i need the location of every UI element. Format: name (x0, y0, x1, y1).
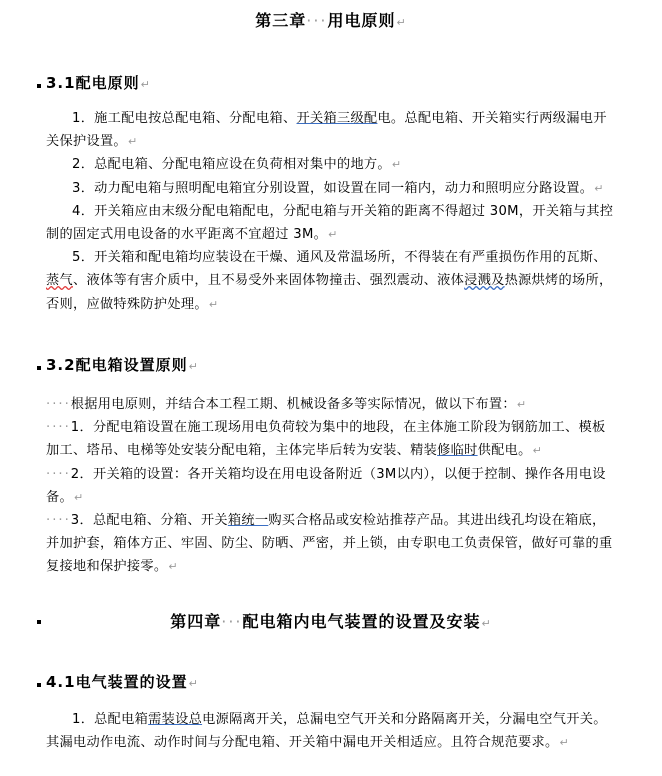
paragraph: 1．施工配电按总配电箱、分配电箱、开关箱三级配电。总配电箱、开关箱实行两级漏电开关保护设置。↵ (46, 111, 607, 150)
heading-bullet (37, 683, 41, 687)
section-3-2-heading: 3.2配电箱设置原则↵ (46, 356, 199, 374)
paragraph: ····3．总配电箱、分箱、开关箱统一购买合格品或安检站推荐产品。其进出线孔均设在箱底，并加护套，箱体方正、牢固、防尘、防晒、严密，并上锁，由专职电工负责保管，做好可靠的重复接地和保护接零。↵ (46, 513, 613, 575)
paragraph: 1．总配电箱需装设总电源隔离开关，总漏电空气开关和分路隔离开关，分漏电空气开关。其漏电动作电流、动作时间与分配电箱、开关箱中漏电开关相适应。且符合规范要求。↵ (46, 712, 607, 751)
chapter-4-title: 第四章···配电箱内电气装置的设置及安装↵ (170, 612, 492, 631)
paragraph: 3．动力配电箱与照明配电箱宜分别设置，如设置在同一箱内，动力和照明应分路设置。↵ (72, 180, 604, 196)
heading-bullet (37, 366, 41, 370)
paragraph: ····根据用电原则，并结合本工程工期、机械设备多等实际情况，做以下布置：↵ (46, 397, 527, 412)
section-3-1-body (46, 107, 616, 316)
paragraph: 2．总配电箱、分配电箱应设在负荷相对集中的地方。↵ (72, 157, 402, 173)
section-3-2-body (46, 393, 616, 579)
paragraph: 4．开关箱应由末级分配电箱配电，分配电箱与开关箱的距离不得超过 30M，开关箱与其控制的固定式用电设备的水平距离不宜超过 3M。↵ (46, 203, 614, 243)
heading-bullet (37, 84, 41, 88)
section-3-1-heading: 3.1配电原则↵ (46, 74, 151, 92)
paragraph: ····2．开关箱的设置：各开关箱均设在用电设备附近（3M以内），以便于控制、操作各用电设备。↵ (46, 466, 606, 505)
chapter-3-title: 第三章···用电原则↵ (255, 11, 407, 30)
section-4-1-body (46, 708, 616, 754)
paragraph: 5．开关箱和配电箱均应装设在干燥、通风及常温场所，不得装在有严重损伤作用的瓦斯、蒸气、液体等有害介质中，且不易受外来固体物撞击、强烈震动、液体浸溅及热源烘烤的场所，否则，应做特殊防护处理。↵ (46, 250, 613, 312)
section-4-1-heading: 4.1电气装置的设置↵ (46, 673, 199, 691)
paragraph: ····1．分配电箱设置在施工现场用电负荷较为集中的地段，在主体施工阶段为钢筋加工、模板加工、塔吊、电梯等处安装分配电箱，主体完毕后转为安装、精装修临时供配电。↵ (46, 420, 606, 459)
